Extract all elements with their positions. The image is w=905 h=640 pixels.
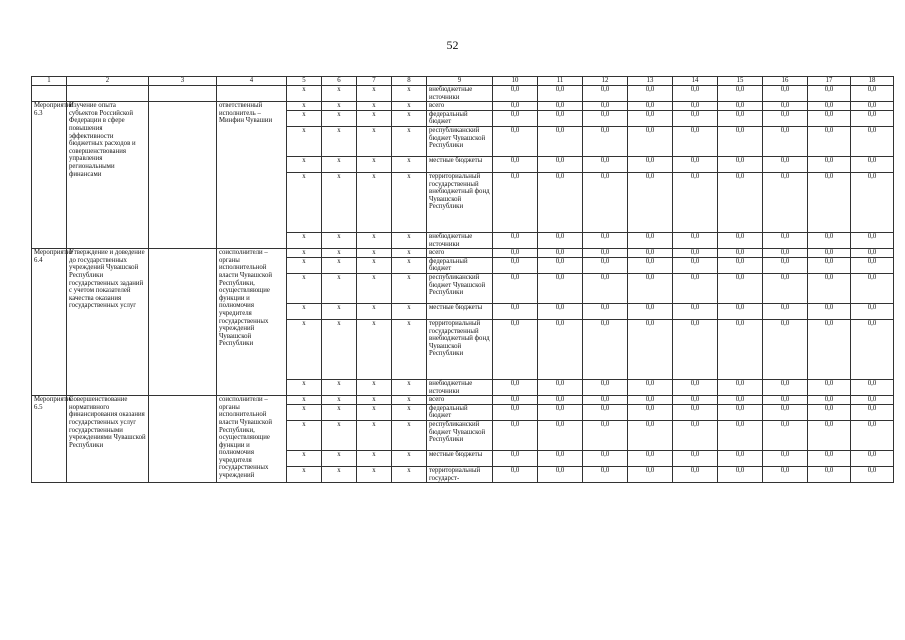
x-mark-cell: x [392,110,427,126]
column-header-12: 12 [583,77,628,86]
measure-executor: соисполнители – органы исполнительной власти Чувашской Республики, осуществляющие функции и полномочия учредителя государственных учреждений Чувашской Республики [217,249,287,396]
value-cell: 0,0 [538,396,583,405]
funding-source-cell: территориальный государственный внебюджетный фонд Чувашской Республики [427,172,493,232]
funding-source-cell: территориальный государст- [427,466,493,482]
value-cell: 0,0 [583,466,628,482]
value-cell: 0,0 [538,102,583,111]
page-number: 52 [446,38,459,52]
value-cell: 0,0 [763,303,808,319]
measure-name: Изучение опыта субъектов Российской Федерации в сфере повышения эффективности бюджетных расходов и совершенствования управления региональными финансами [67,102,149,249]
x-mark-cell: x [322,420,357,450]
x-mark-cell: x [392,249,427,258]
x-mark-cell: x [392,156,427,172]
program-table [31,76,894,483]
value-cell: 0,0 [583,249,628,258]
value-cell: 0,0 [538,257,583,273]
column-header-10: 10 [493,77,538,86]
value-cell: 0,0 [538,249,583,258]
value-cell: 0,0 [538,466,583,482]
x-mark-cell: x [287,396,322,405]
value-cell: 0,0 [538,319,583,379]
x-mark-cell: x [287,303,322,319]
value-cell: 0,0 [851,273,894,303]
x-mark-cell: x [357,232,392,248]
funding-source-cell: местные бюджеты [427,303,493,319]
value-cell: 0,0 [538,232,583,248]
x-mark-cell: x [357,319,392,379]
value-cell: 0,0 [583,404,628,420]
x-mark-cell: x [322,466,357,482]
x-mark-cell: x [322,404,357,420]
value-cell: 0,0 [808,404,851,420]
value-cell: 0,0 [538,110,583,126]
column-header-6: 6 [322,77,357,86]
x-mark-cell: x [392,303,427,319]
value-cell: 0,0 [851,303,894,319]
x-mark-cell: x [287,249,322,258]
x-mark-cell: x [287,420,322,450]
value-cell: 0,0 [808,172,851,232]
column-header-11: 11 [538,77,583,86]
funding-source-cell: федеральный бюджет [427,257,493,273]
x-mark-cell: x [322,303,357,319]
x-mark-cell: x [357,466,392,482]
value-cell: 0,0 [583,257,628,273]
x-mark-cell: x [392,273,427,303]
value-cell: 0,0 [808,86,851,102]
table-row [32,86,894,102]
value-cell: 0,0 [628,319,673,379]
x-mark-cell: x [322,102,357,111]
value-cell: 0,0 [493,156,538,172]
value-cell: 0,0 [718,86,763,102]
value-cell: 0,0 [673,126,718,156]
column-header-7: 7 [357,77,392,86]
value-cell: 0,0 [673,466,718,482]
value-cell: 0,0 [763,232,808,248]
x-mark-cell: x [357,379,392,395]
x-mark-cell: x [287,156,322,172]
table-row [32,102,894,111]
value-cell: 0,0 [763,450,808,466]
x-mark-cell: x [392,257,427,273]
value-cell: 0,0 [583,172,628,232]
value-cell: 0,0 [493,110,538,126]
value-cell: 0,0 [808,273,851,303]
x-mark-cell: x [287,257,322,273]
value-cell: 0,0 [673,379,718,395]
funding-source-cell: местные бюджеты [427,450,493,466]
x-mark-cell: x [322,110,357,126]
value-cell: 0,0 [851,232,894,248]
value-cell: 0,0 [628,156,673,172]
value-cell: 0,0 [718,303,763,319]
column-header-3: 3 [149,77,217,86]
x-mark-cell: x [357,156,392,172]
value-cell: 0,0 [851,172,894,232]
x-mark-cell: x [322,257,357,273]
x-mark-cell: x [287,126,322,156]
value-cell: 0,0 [493,86,538,102]
x-mark-cell: x [392,172,427,232]
empty-cell [149,249,217,396]
value-cell: 0,0 [583,420,628,450]
value-cell: 0,0 [628,249,673,258]
value-cell: 0,0 [583,232,628,248]
value-cell: 0,0 [628,232,673,248]
value-cell: 0,0 [538,156,583,172]
value-cell: 0,0 [493,396,538,405]
value-cell: 0,0 [493,126,538,156]
value-cell: 0,0 [493,172,538,232]
value-cell: 0,0 [538,303,583,319]
x-mark-cell: x [357,404,392,420]
empty-cell [32,86,67,102]
value-cell: 0,0 [763,404,808,420]
value-cell: 0,0 [718,257,763,273]
table-body [32,77,894,483]
value-cell: 0,0 [808,156,851,172]
value-cell: 0,0 [718,249,763,258]
value-cell: 0,0 [851,110,894,126]
x-mark-cell: x [322,319,357,379]
value-cell: 0,0 [851,102,894,111]
funding-source-cell: федеральный бюджет [427,110,493,126]
table-row [32,396,894,405]
value-cell: 0,0 [493,249,538,258]
measure-code: Мероприятие 6.4 [32,249,67,396]
funding-source-cell: внебюджетные источники [427,232,493,248]
x-mark-cell: x [322,379,357,395]
value-cell: 0,0 [673,249,718,258]
x-mark-cell: x [357,450,392,466]
value-cell: 0,0 [493,232,538,248]
value-cell: 0,0 [718,420,763,450]
x-mark-cell: x [287,232,322,248]
value-cell: 0,0 [851,404,894,420]
value-cell: 0,0 [493,404,538,420]
value-cell: 0,0 [493,273,538,303]
value-cell: 0,0 [808,450,851,466]
value-cell: 0,0 [808,303,851,319]
x-mark-cell: x [287,466,322,482]
x-mark-cell: x [392,379,427,395]
column-header-14: 14 [673,77,718,86]
value-cell: 0,0 [718,156,763,172]
value-cell: 0,0 [583,396,628,405]
value-cell: 0,0 [628,450,673,466]
x-mark-cell: x [287,110,322,126]
x-mark-cell: x [322,172,357,232]
measure-code: Мероприятие 6.5 [32,396,67,483]
value-cell: 0,0 [718,172,763,232]
x-mark-cell: x [287,102,322,111]
value-cell: 0,0 [583,319,628,379]
funding-source-cell: внебюджетные источники [427,86,493,102]
funding-source-cell: всего [427,102,493,111]
x-mark-cell: x [322,86,357,102]
value-cell: 0,0 [493,420,538,450]
value-cell: 0,0 [493,379,538,395]
value-cell: 0,0 [763,273,808,303]
value-cell: 0,0 [718,450,763,466]
x-mark-cell: x [357,86,392,102]
value-cell: 0,0 [718,232,763,248]
column-header-16: 16 [763,77,808,86]
value-cell: 0,0 [718,404,763,420]
funding-source-cell: федеральный бюджет [427,404,493,420]
value-cell: 0,0 [673,102,718,111]
value-cell: 0,0 [851,396,894,405]
value-cell: 0,0 [763,249,808,258]
value-cell: 0,0 [851,420,894,450]
x-mark-cell: x [322,126,357,156]
value-cell: 0,0 [851,156,894,172]
value-cell: 0,0 [628,379,673,395]
value-cell: 0,0 [538,126,583,156]
x-mark-cell: x [322,396,357,405]
value-cell: 0,0 [851,450,894,466]
value-cell: 0,0 [493,466,538,482]
x-mark-cell: x [322,249,357,258]
funding-source-cell: всего [427,396,493,405]
value-cell: 0,0 [808,257,851,273]
value-cell: 0,0 [628,102,673,111]
funding-source-cell: республиканский бюджет Чувашской Республики [427,126,493,156]
value-cell: 0,0 [808,232,851,248]
value-cell: 0,0 [583,86,628,102]
value-cell: 0,0 [718,466,763,482]
funding-source-cell: территориальный государственный внебюджетный фонд Чувашской Республики [427,319,493,379]
value-cell: 0,0 [673,172,718,232]
x-mark-cell: x [392,404,427,420]
x-mark-cell: x [392,86,427,102]
value-cell: 0,0 [763,156,808,172]
measure-code: Мероприятие 6.3 [32,102,67,249]
value-cell: 0,0 [718,379,763,395]
header-row [32,77,894,86]
value-cell: 0,0 [673,396,718,405]
empty-cell [67,86,149,102]
x-mark-cell: x [322,232,357,248]
value-cell: 0,0 [493,450,538,466]
value-cell: 0,0 [763,379,808,395]
value-cell: 0,0 [763,466,808,482]
table-row [32,249,894,258]
value-cell: 0,0 [628,257,673,273]
x-mark-cell: x [357,126,392,156]
value-cell: 0,0 [493,303,538,319]
value-cell: 0,0 [718,102,763,111]
value-cell: 0,0 [583,273,628,303]
value-cell: 0,0 [583,156,628,172]
x-mark-cell: x [357,273,392,303]
x-mark-cell: x [392,319,427,379]
value-cell: 0,0 [628,126,673,156]
x-mark-cell: x [287,450,322,466]
value-cell: 0,0 [673,404,718,420]
column-header-13: 13 [628,77,673,86]
value-cell: 0,0 [851,379,894,395]
value-cell: 0,0 [583,303,628,319]
value-cell: 0,0 [851,319,894,379]
value-cell: 0,0 [808,110,851,126]
x-mark-cell: x [322,450,357,466]
value-cell: 0,0 [628,273,673,303]
value-cell: 0,0 [851,466,894,482]
value-cell: 0,0 [808,126,851,156]
value-cell: 0,0 [673,232,718,248]
value-cell: 0,0 [583,126,628,156]
column-header-8: 8 [392,77,427,86]
funding-source-cell: республиканский бюджет Чувашской Республики [427,273,493,303]
value-cell: 0,0 [673,303,718,319]
funding-source-cell: внебюджетные источники [427,379,493,395]
value-cell: 0,0 [628,303,673,319]
x-mark-cell: x [392,466,427,482]
value-cell: 0,0 [763,172,808,232]
value-cell: 0,0 [538,86,583,102]
value-cell: 0,0 [583,450,628,466]
x-mark-cell: x [357,172,392,232]
measure-executor: соисполнители – органы исполнительной власти Чувашской Республики, осуществляющие функции и полномочия учредителя государственных учреждений [217,396,287,483]
value-cell: 0,0 [538,450,583,466]
x-mark-cell: x [357,257,392,273]
column-header-5: 5 [287,77,322,86]
value-cell: 0,0 [538,273,583,303]
value-cell: 0,0 [808,420,851,450]
value-cell: 0,0 [493,257,538,273]
value-cell: 0,0 [673,156,718,172]
funding-source-cell: республиканский бюджет Чувашской Республики [427,420,493,450]
value-cell: 0,0 [583,110,628,126]
column-header-2: 2 [67,77,149,86]
value-cell: 0,0 [628,396,673,405]
measure-executor: ответственный исполнитель – Минфин Чувашии [217,102,287,249]
measure-name: Совершенствование нормативного финансирования оказания государственных услуг государственными учреждениями Чувашской Республики [67,396,149,483]
value-cell: 0,0 [493,319,538,379]
x-mark-cell: x [392,396,427,405]
value-cell: 0,0 [673,273,718,303]
value-cell: 0,0 [808,249,851,258]
value-cell: 0,0 [808,319,851,379]
value-cell: 0,0 [808,102,851,111]
value-cell: 0,0 [763,110,808,126]
value-cell: 0,0 [851,257,894,273]
value-cell: 0,0 [763,420,808,450]
column-header-1: 1 [32,77,67,86]
value-cell: 0,0 [673,86,718,102]
value-cell: 0,0 [538,379,583,395]
value-cell: 0,0 [851,249,894,258]
column-header-18: 18 [851,77,894,86]
value-cell: 0,0 [718,273,763,303]
x-mark-cell: x [357,396,392,405]
value-cell: 0,0 [628,420,673,450]
value-cell: 0,0 [628,86,673,102]
x-mark-cell: x [287,86,322,102]
value-cell: 0,0 [763,396,808,405]
value-cell: 0,0 [628,404,673,420]
value-cell: 0,0 [763,319,808,379]
value-cell: 0,0 [583,102,628,111]
measure-name: Утверждение и доведение до государственных учреждений Чувашской Республики государственных заданий с учетом показателей качества оказания государственных услуг [67,249,149,396]
value-cell: 0,0 [763,86,808,102]
value-cell: 0,0 [493,102,538,111]
x-mark-cell: x [287,273,322,303]
empty-cell [149,102,217,249]
x-mark-cell: x [287,172,322,232]
x-mark-cell: x [392,102,427,111]
x-mark-cell: x [322,273,357,303]
value-cell: 0,0 [763,126,808,156]
value-cell: 0,0 [628,172,673,232]
funding-source-cell: всего [427,249,493,258]
value-cell: 0,0 [538,404,583,420]
value-cell: 0,0 [763,257,808,273]
funding-source-cell: местные бюджеты [427,156,493,172]
value-cell: 0,0 [673,420,718,450]
value-cell: 0,0 [538,420,583,450]
x-mark-cell: x [392,232,427,248]
x-mark-cell: x [357,303,392,319]
value-cell: 0,0 [673,110,718,126]
value-cell: 0,0 [628,110,673,126]
value-cell: 0,0 [808,396,851,405]
value-cell: 0,0 [538,172,583,232]
x-mark-cell: x [357,102,392,111]
value-cell: 0,0 [808,466,851,482]
value-cell: 0,0 [718,396,763,405]
value-cell: 0,0 [673,319,718,379]
value-cell: 0,0 [851,86,894,102]
column-header-17: 17 [808,77,851,86]
value-cell: 0,0 [673,450,718,466]
value-cell: 0,0 [808,379,851,395]
value-cell: 0,0 [718,319,763,379]
empty-cell [149,396,217,483]
x-mark-cell: x [392,450,427,466]
column-header-15: 15 [718,77,763,86]
value-cell: 0,0 [718,126,763,156]
value-cell: 0,0 [763,102,808,111]
empty-cell [149,86,217,102]
value-cell: 0,0 [583,379,628,395]
value-cell: 0,0 [628,466,673,482]
empty-cell [217,86,287,102]
x-mark-cell: x [392,126,427,156]
x-mark-cell: x [287,404,322,420]
x-mark-cell: x [357,249,392,258]
x-mark-cell: x [287,319,322,379]
x-mark-cell: x [322,156,357,172]
column-header-9: 9 [427,77,493,86]
column-header-4: 4 [217,77,287,86]
x-mark-cell: x [357,110,392,126]
value-cell: 0,0 [851,126,894,156]
x-mark-cell: x [392,420,427,450]
value-cell: 0,0 [718,110,763,126]
x-mark-cell: x [357,420,392,450]
value-cell: 0,0 [673,257,718,273]
x-mark-cell: x [287,379,322,395]
